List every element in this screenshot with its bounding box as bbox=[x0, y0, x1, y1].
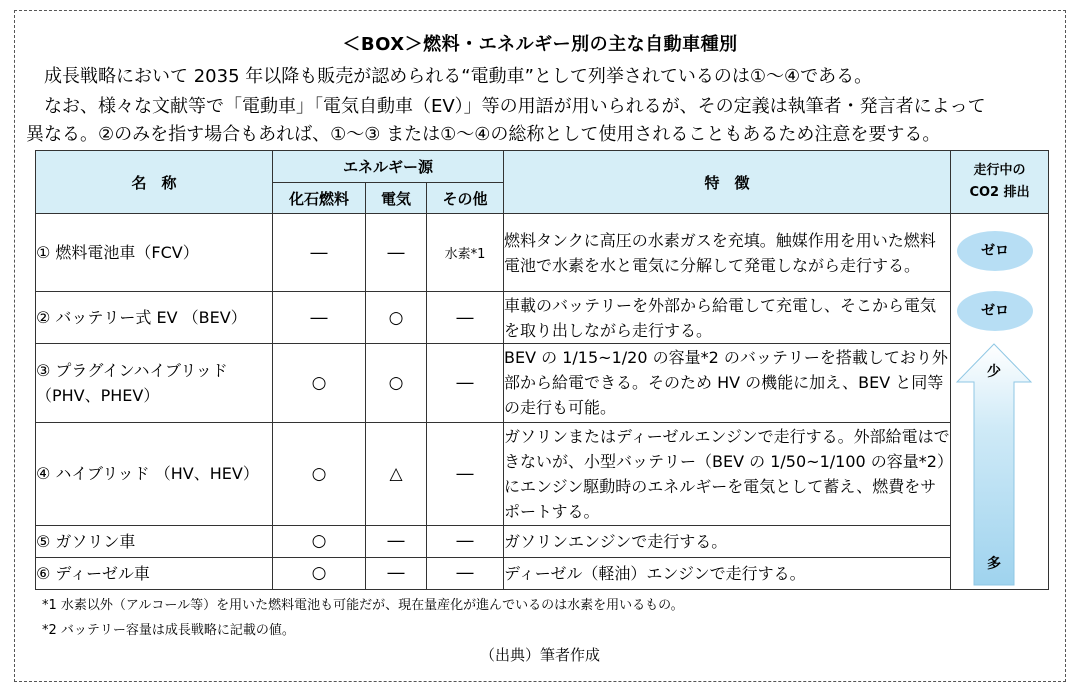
row-electric: ― bbox=[366, 557, 427, 589]
header-co2-line2: CO2 排出 bbox=[969, 185, 1030, 200]
row-feature: 燃料タンクに高圧の水素ガスを充填。触媒作用を用いた燃料電池で水素を水と電気に分解して発電しながら走行する。 bbox=[504, 214, 951, 292]
header-name: 名 称 bbox=[36, 151, 273, 214]
row-other: ― bbox=[427, 422, 504, 525]
row-name: ② バッテリー式 EV （BEV） bbox=[36, 292, 273, 344]
header-feature: 特 徴 bbox=[504, 151, 951, 214]
row-name: ③ プラグインハイブリッド（PHV、PHEV） bbox=[36, 344, 273, 422]
footnote-2: *2 バッテリー容量は成長戦略に記載の値。 bbox=[42, 623, 295, 638]
intro-paragraph-2: なお、様々な文献等で「電動車」「電気自動車（EV）」等の用語が用いられるが、その定義は執筆者・発言者によって bbox=[26, 96, 986, 117]
co2-many-label: 多 bbox=[987, 556, 1002, 572]
row-feature: ガソリンまたはディーゼルエンジンで走行する。外部給電はできないが、小型バッテリー（BEV の 1/50~1/100 の容量*2）にエンジン駆動時のエネルギーを電気として蓄え、燃費をサポートする。 bbox=[504, 422, 951, 525]
header-co2-line1: 走行中の bbox=[973, 163, 1026, 178]
header-fossil-fuel: 化石燃料 bbox=[273, 183, 366, 214]
intro-paragraph-1: 成長戦略において 2035 年以降も販売が認められる“電動車”として列挙されているのは①～④である。 bbox=[26, 66, 873, 87]
table-row bbox=[36, 292, 1049, 344]
table-row bbox=[36, 344, 1049, 422]
row-electric: △ bbox=[366, 422, 427, 525]
row-name: ⑤ ガソリン車 bbox=[36, 525, 273, 557]
box-title: ＜BOX＞燃料・エネルギー別の主な自動車種別 bbox=[342, 34, 738, 55]
intro-paragraph-3: 異なる。②のみを指す場合もあれば、①～③ または①～④の総称として使用されることもあるため注意を要する。 bbox=[26, 124, 941, 145]
header-other: その他 bbox=[427, 183, 504, 214]
row-fossil: ○ bbox=[273, 557, 366, 589]
row-feature: ディーゼル（軽油）エンジンで走行する。 bbox=[504, 557, 951, 589]
co2-zero-ellipse-fcv: ゼロ bbox=[957, 231, 1033, 271]
table-row bbox=[36, 214, 1049, 292]
vehicle-type-table bbox=[35, 150, 1049, 590]
row-other: ― bbox=[427, 525, 504, 557]
row-name: ⑥ ディーゼル車 bbox=[36, 557, 273, 589]
row-feature: ガソリンエンジンで走行する。 bbox=[504, 525, 951, 557]
header-electric: 電気 bbox=[366, 183, 427, 214]
co2-few-label: 少 bbox=[987, 364, 1002, 380]
row-fossil: ○ bbox=[273, 422, 366, 525]
row-fossil: ○ bbox=[273, 344, 366, 422]
footnote-1: *1 水素以外（アルコール等）を用いた燃料電池も可能だが、現在量産化が進んでいるのは水素を用いるもの。 bbox=[42, 598, 684, 613]
co2-indicator-column bbox=[951, 214, 1049, 590]
co2-zero-ellipse-bev: ゼロ bbox=[957, 291, 1033, 331]
row-electric: ○ bbox=[366, 292, 427, 344]
row-electric: ○ bbox=[366, 344, 427, 422]
row-name: ① 燃料電池車（FCV） bbox=[36, 214, 273, 292]
row-fossil: ○ bbox=[273, 525, 366, 557]
row-feature: BEV の 1/15~1/20 の容量*2 のバッテリーを搭載しており外部から給電できる。そのため HV の機能に加え、BEV と同等の走行も可能。 bbox=[504, 344, 951, 422]
row-fossil: ― bbox=[273, 292, 366, 344]
row-electric: ― bbox=[366, 214, 427, 292]
header-energy-source: エネルギー源 bbox=[273, 151, 504, 183]
table-row bbox=[36, 525, 1049, 557]
source-note: （出典）筆者作成 bbox=[479, 646, 600, 664]
row-other: 水素*1 bbox=[427, 214, 504, 292]
row-electric: ― bbox=[366, 525, 427, 557]
table-row bbox=[36, 422, 1049, 525]
row-other: ― bbox=[427, 344, 504, 422]
header-co2 bbox=[951, 151, 1049, 214]
row-fossil: ― bbox=[273, 214, 366, 292]
row-feature: 車載のバッテリーを外部から給電して充電し、そこから電気を取り出しながら走行する。 bbox=[504, 292, 951, 344]
row-other: ― bbox=[427, 292, 504, 344]
row-other: ― bbox=[427, 557, 504, 589]
table-row bbox=[36, 557, 1049, 589]
row-name: ④ ハイブリッド （HV、HEV） bbox=[36, 422, 273, 525]
